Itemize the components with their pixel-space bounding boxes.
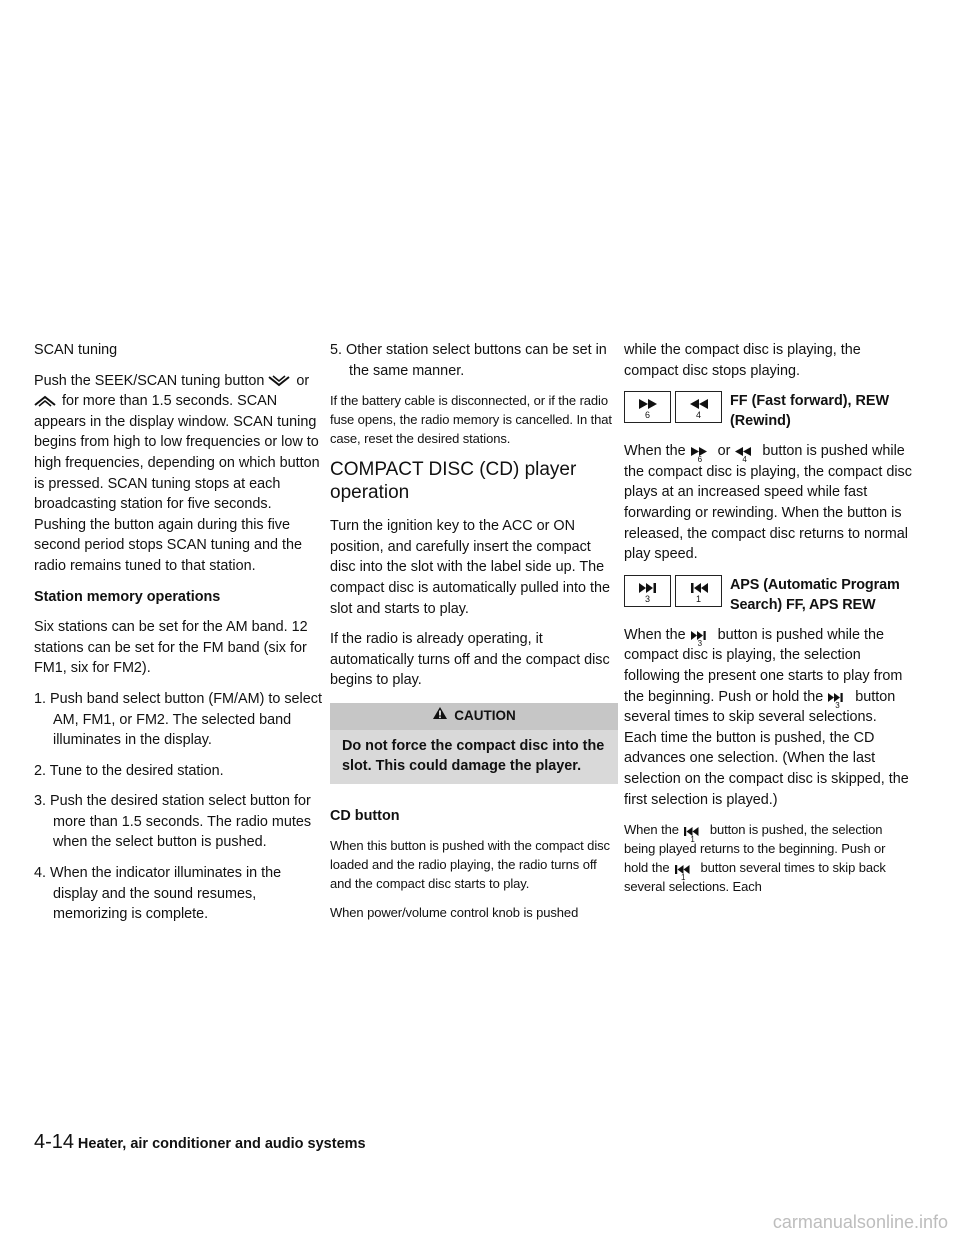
caution-title: CAUTION — [454, 707, 516, 723]
continuation-paragraph: while the compact disc is playing, the compact disc stops playing. — [624, 342, 861, 379]
caution-text: Do not force the compact disc into the slot. This could damage the player. — [342, 737, 605, 774]
cd-paragraph: Turn the ignition key to the ACC or ON position, and carefully insert the compact disc into the slot with the label side up. The compact disc is automatically pulled into the slot and starts to play. — [330, 518, 610, 617]
cd-section-heading: COMPACT DISC (CD) player operation — [330, 459, 577, 504]
fast-forward-icon: 6 — [624, 391, 671, 423]
power-paragraph: When power/volume control knob is pushed — [330, 905, 579, 921]
scan-paragraph: Push the SEEK/SCAN tuning button or for more than 1.5 seconds. SCAN appears in the display window. SCAN tuning begins from high to low frequencies or low to high frequencies, depending on which button is pressed. SCAN tuning stops at each broadcasting station for five seconds. Pushing the button again during this five second period stops SCAN tuning and the radio remains tuned to that station. — [34, 372, 320, 574]
previous-track-icon: 1 — [673, 861, 697, 877]
list-item: 1. Push band select button (FM/AM) to select AM, FM1, or FM2. The selected band illuminates in the display. — [34, 690, 322, 749]
page-footer — [34, 1131, 366, 1154]
ff-rew-label: FF (Fast forward), REW (Rewind) — [730, 393, 890, 430]
caution-header — [330, 703, 618, 730]
list-item: 5. Other station select buttons can be set in the same manner. — [330, 342, 607, 379]
aps-heading-row — [624, 575, 912, 615]
caution-box — [330, 703, 618, 784]
aps-rew-paragraph: When the 1 button is pushed, the selection being played returns to the beginning. Push or hold the 1 button several times to skip back several selections. Each — [624, 822, 886, 895]
page-number: 4-14 — [34, 1131, 75, 1153]
column-right — [624, 340, 912, 906]
next-track-icon: 3 — [827, 689, 851, 705]
ff-rew-icons — [624, 391, 722, 423]
list-item: 4. When the indicator illuminates in the display and the sound resumes, memorizing is complete. — [34, 865, 282, 923]
list-item: 3. Push the desired station select button for more than 1.5 seconds. The radio mutes when the select button is pushed. — [34, 793, 312, 851]
section-title: Heater, air conditioner and audio systems — [77, 1136, 366, 1152]
next-track-icon: 3 — [624, 575, 671, 607]
ff-rew-paragraph: When the 6 or 4 button is pushed while the compact disc is playing, the compact disc plays at an increased speed while fast forwarding or rewinding. When the button is released, the compact disc returns to normal play speed. — [624, 443, 912, 563]
previous-track-icon: 1 — [675, 575, 722, 607]
warning-triangle-icon — [432, 706, 448, 727]
list-item: 2. Tune to the desired station. — [34, 762, 224, 779]
next-track-icon: 3 — [690, 627, 714, 643]
column-left — [34, 340, 322, 935]
aps-icons — [624, 575, 722, 607]
rewind-icon: 4 — [734, 443, 758, 459]
cd-paragraph: If the radio is already operating, it automatically turns off and the compact disc begins to play. — [330, 631, 610, 689]
watermark: carmanualsonline.info — [772, 1212, 948, 1232]
station-memory-heading: Station memory operations — [34, 588, 221, 605]
cd-button-heading: CD button — [330, 807, 400, 824]
rewind-icon: 4 — [675, 391, 722, 423]
aps-label: APS (Automatic Program Search) FF, APS REW — [730, 576, 900, 613]
battery-note: If the battery cable is disconnected, or if the radio fuse opens, the radio memory is cancelled. In that case, reset the desired stations. — [330, 393, 612, 447]
previous-track-icon: 1 — [682, 823, 706, 839]
ff-rew-heading-row — [624, 391, 912, 431]
cd-button-paragraph: When this button is pushed with the compact disc loaded and the radio playing, the radio turns off and the compact disc starts to play. — [330, 838, 610, 892]
seek-up-icon — [34, 393, 58, 409]
scan-heading: SCAN tuning — [34, 342, 118, 358]
station-memory-paragraph: Six stations can be set for the AM band. 12 stations can be set for the FM band (six for FM1, six for FM2). — [34, 619, 308, 677]
fast-forward-icon: 6 — [690, 443, 714, 459]
column-middle — [330, 340, 618, 932]
aps-paragraph: When the 3 button is pushed while the compact disc is playing, the selection following the present one starts to play from the beginning. Push or hold the 3 button several times to skip several selections. Each time the button is pushed, the CD advances one selection. (When the last selection on the compact disc is skipped, the first selection is played.) — [624, 626, 909, 808]
seek-down-icon — [268, 373, 292, 389]
